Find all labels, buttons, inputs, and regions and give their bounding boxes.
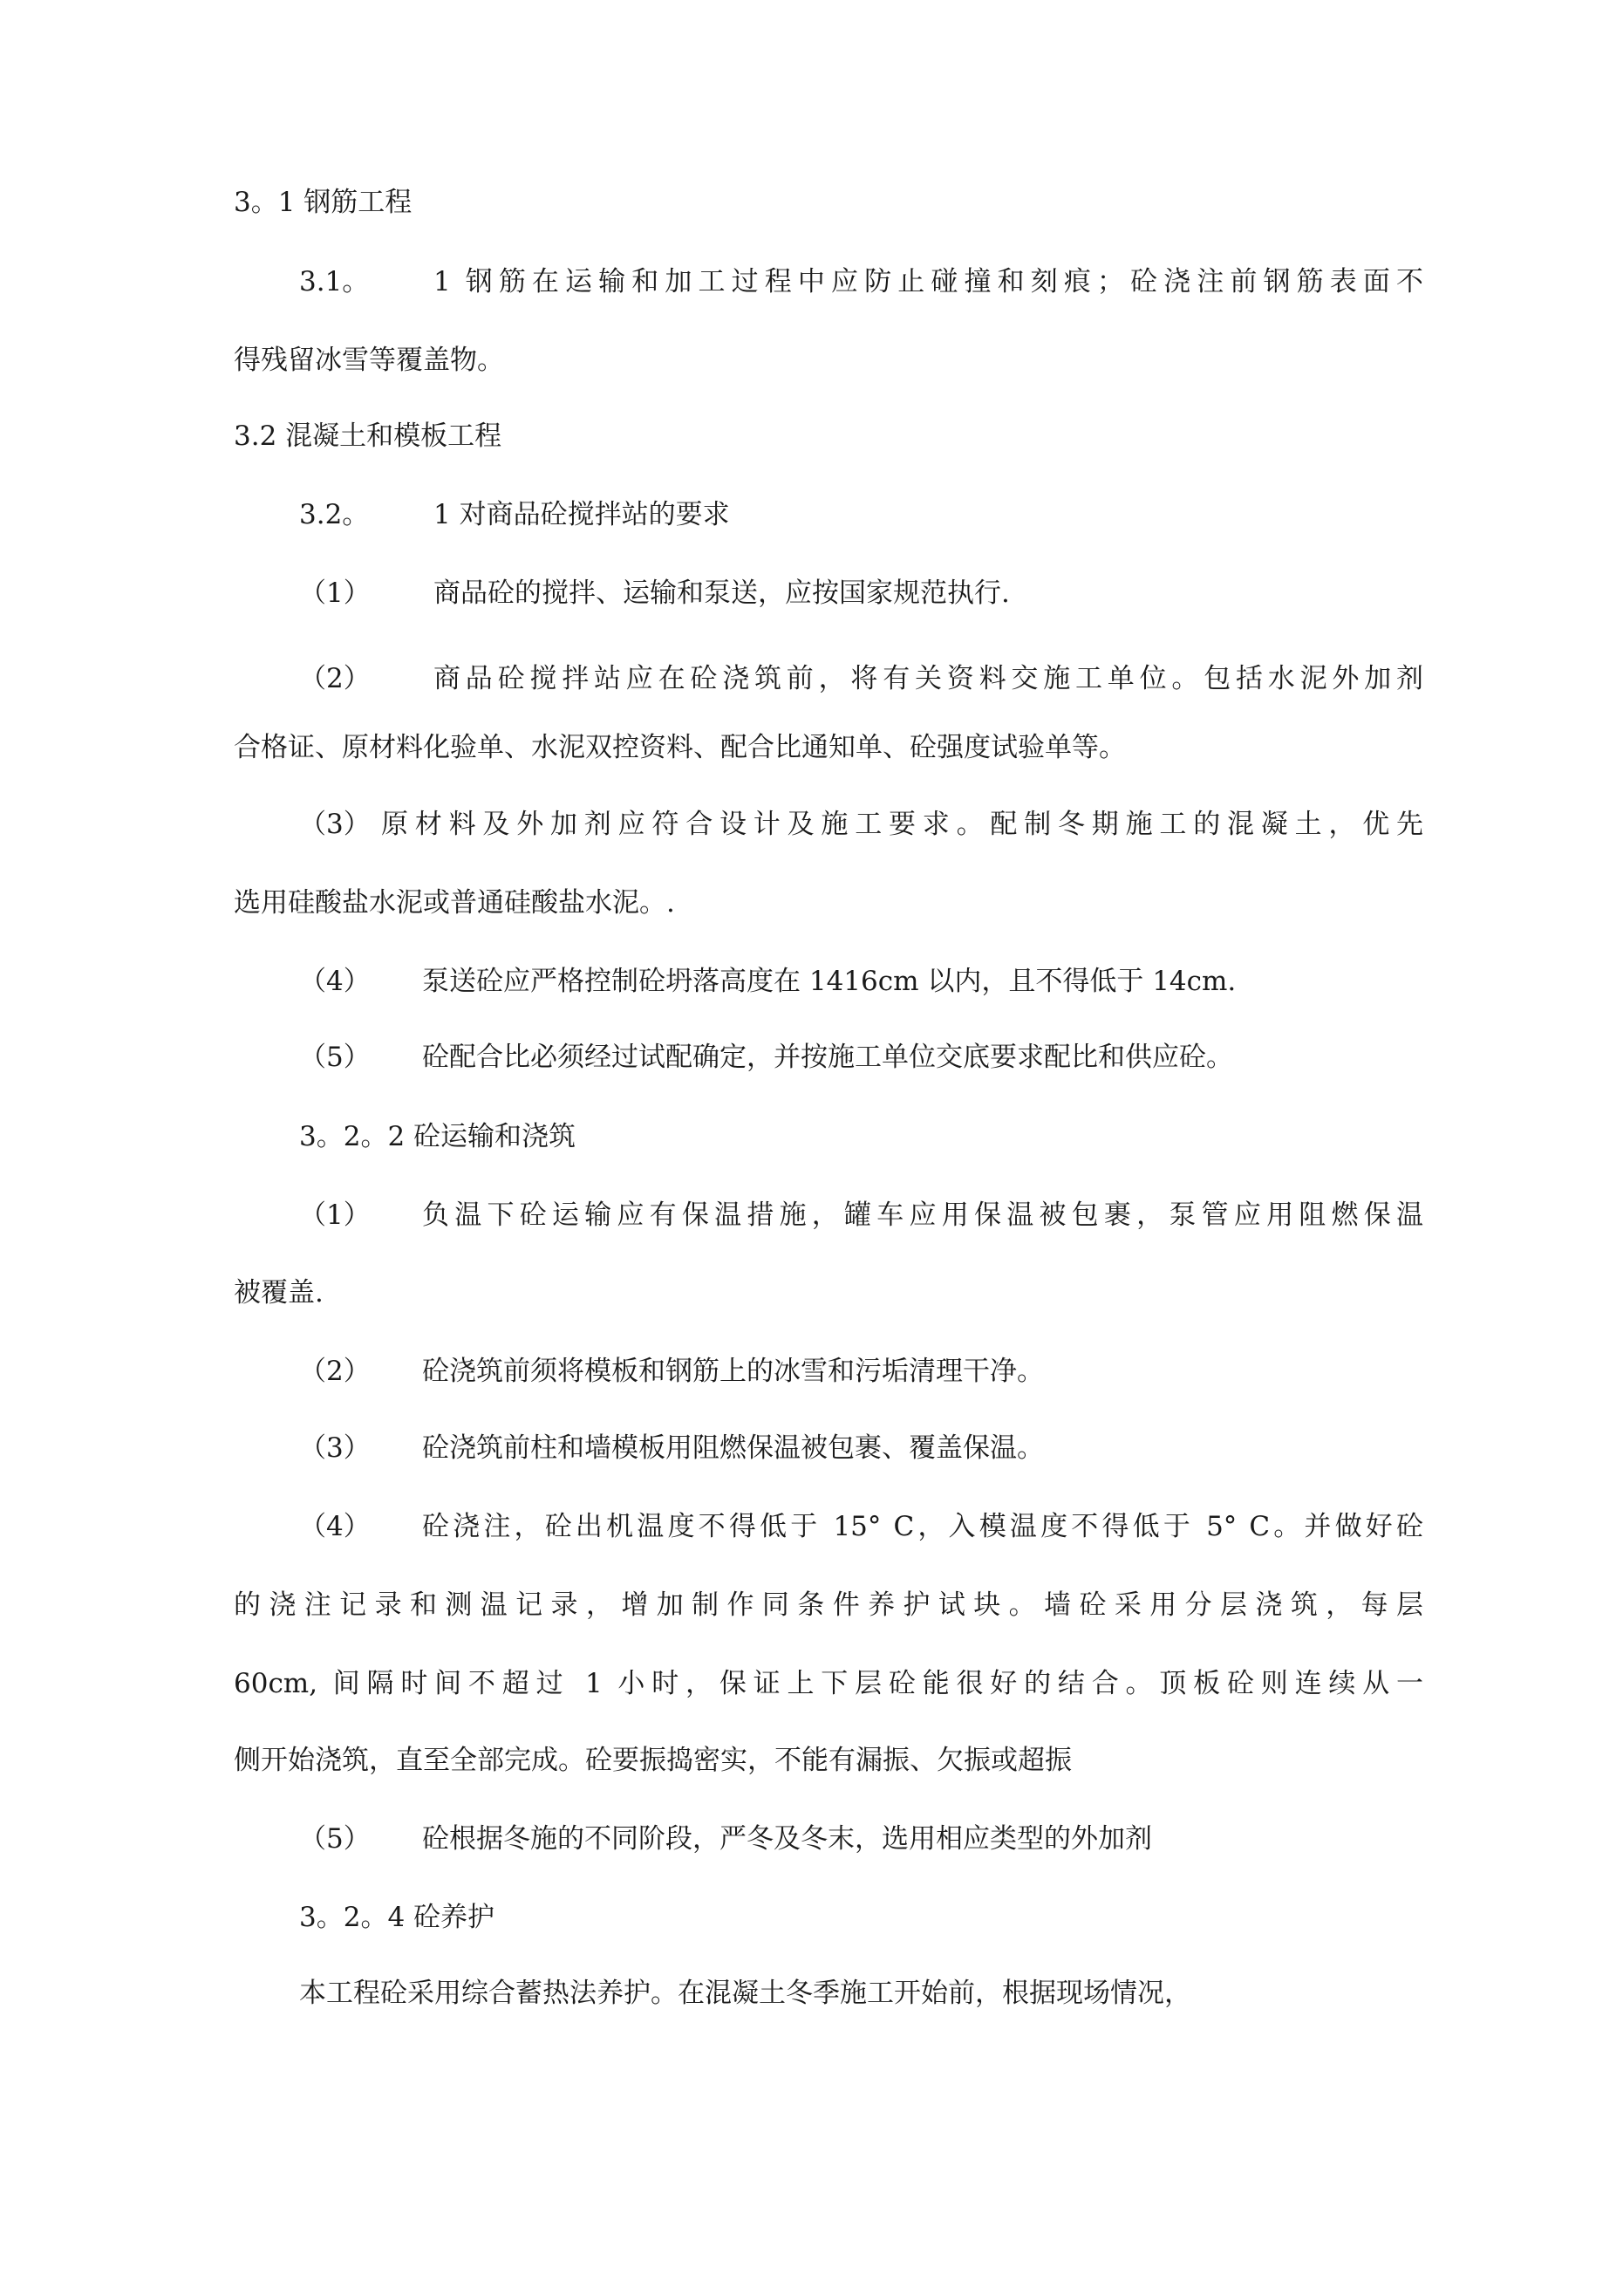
section-3-1-1-number: 3.1。 bbox=[299, 266, 370, 297]
section-3-2-1-number: 3.2。 bbox=[299, 499, 370, 530]
document-page: 3。1 钢筋工程 3.1。 1 钢筋在运输和加工过程中应防止碰撞和刻痕；砼浇注前钢筋表面不 得残留冰雪等覆盖物。 3.2 混凝土和模板工程 3.2。 1 对商品砼搅拌站的要求 （1） 商品砼的搅拌、运输和泵送，应按国家规范执行. （2） 商品砼搅拌站应在砼浇筑前，将有关资料交施工单位。包括水泥外加剂 合格证、原材料化验单、水泥双控资料、配合比通知单、砼强度试验单等。 （3） 原材料及外加剂应符合设计及施工要求。配制冬期施工的混凝土，优先 选用硅酸盐水泥或普通硅酸盐水泥。. （4） 泵送砼应严格控制砼坍落高度在 1416cm 以内，且不得低于 14cm. （5） 砼配合比必须经过试配确定，并按施工单位交底要求配比和供应砼。 3。2。2 砼运输和浇筑 （1） 负温下砼运输应有保温措施，罐车应用保温被包裹，泵管应用阻燃保温 被覆盖. （2） 砼浇筑前须将模板和钢筋上的冰雪和污垢清理干净。 （3） 砼浇筑前柱和墙模板用阻燃保温被包裹、覆盖保温。 （4） 砼浇注，砼出机温度不得低于 15° C，入模温度不得低于 5° C。并做好砼 的浇注记录和测温记录，增加制作同条件养护试块。墙砼采用分层浇筑，每层 60cm, 间隔时间不超过 1 小时，保证上下层砼能很好的结合。顶板砼则连续从一 侧开始浇筑，直至全部完成。砼要振捣密实，不能有漏振、欠振或超振 （5） 砼根据冬施的不同阶段，严冬及冬末，选用相应类型的外加剂 3。2。4 砼养护 本工程砼采用综合蓄热法养护。在混凝土冬季施工开始前，根据现场情况， bbox=[234, 187, 1423, 2009]
